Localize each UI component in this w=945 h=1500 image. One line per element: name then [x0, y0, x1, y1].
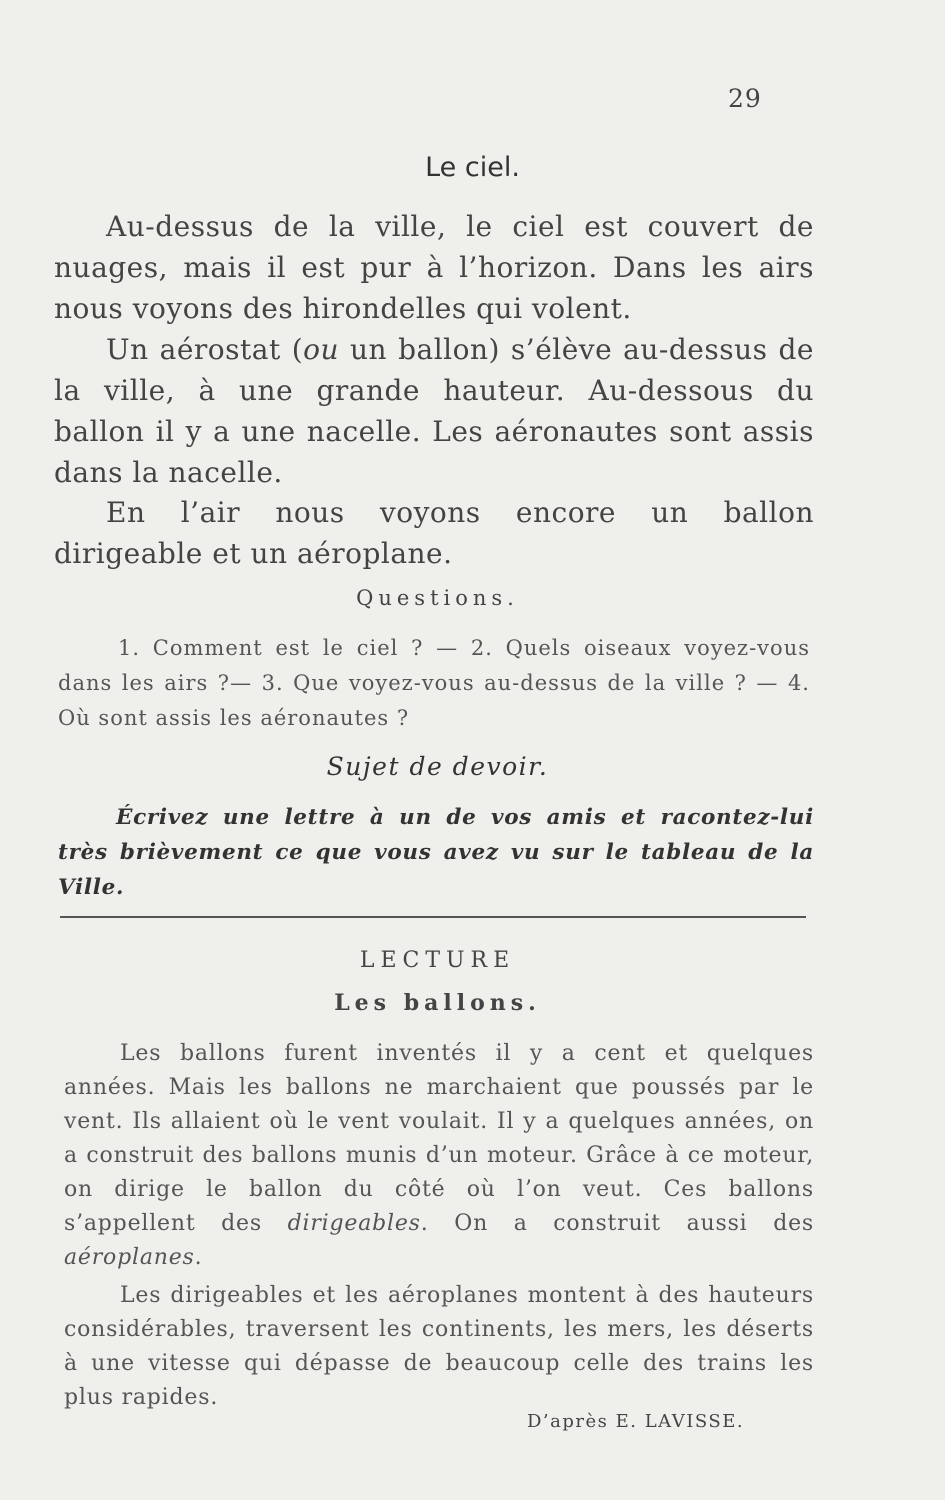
lecture-paragraph-1-part-1: Les ballons furent inventés il y a cent et quelques années. Mais les ballons ne marchaient que poussés par le vent. Ils allaient où le vent voulait. Il y a quelques années, on a construit des ballons munis d’un moteur. Grâce à ce moteur, on dirige le ballon du côté où l’on veut. Ces ballons s’appellent des — [64, 1041, 814, 1236]
lecture-paragraph-2: Les dirigeables et les aéroplanes montent à des hauteurs considérables, traversent les continents, les mers, les déserts à une vitesse qui dépasse de beaucoup celle des trains les plus rapides. — [64, 1283, 814, 1410]
paragraph-2 — [54, 329, 814, 493]
section-divider — [60, 916, 806, 918]
devoir-text: Écrivez une lettre à un de vos amis et racontez-lui très brièvement ce que vous avez vu sur le tableau de la Ville. — [58, 805, 814, 900]
lecture-italic-dirigeables: dirigeables — [287, 1211, 421, 1236]
lecture-paragraph-1-part-2: . On a construit aussi des — [420, 1211, 814, 1236]
paragraph-2-italic-ou: ou — [303, 333, 340, 366]
paragraph-1: Au-dessus de la ville, le ciel est couvert de nuages, mais il est pur à l’horizon. Dans les airs nous voyons des hirondelles qui volent. — [54, 210, 814, 325]
lecture-heading: LECTURE — [359, 948, 516, 973]
lecture-paragraph-1-part-3: . — [194, 1245, 203, 1270]
paragraph-3: En l’air nous voyons encore un ballon dirigeable et un aéroplane. — [54, 496, 814, 570]
devoir-heading: Sujet de devoir. — [326, 752, 549, 781]
paragraph-2-end: un ballon) s’élève au-dessus de la ville, à une grande hauteur. Au-dessous du ballon il y a une nacelle. Les aéronautes sont assis dans la nacelle. — [54, 333, 814, 489]
questions-heading: Questions. — [356, 586, 519, 610]
questions-text: 1. Comment est le ciel ? — 2. Quels oiseaux voyez-vous dans les airs ?— 3. Que voyez-vous au-dessus de la ville ? — 4. Où sont assis les aéronautes ? — [58, 636, 810, 730]
lecture-subheading: Les ballons. — [334, 990, 541, 1016]
attribution: D’après E. LAVISSE. — [527, 1411, 745, 1432]
page-number: 29 — [728, 84, 762, 113]
paragraph-2-start: Un aérostat ( — [106, 333, 304, 366]
page-title: Le ciel. — [425, 152, 520, 183]
lecture-italic-aeroplanes: aéroplanes — [64, 1245, 195, 1270]
lecture-paragraph-1 — [64, 1037, 814, 1275]
